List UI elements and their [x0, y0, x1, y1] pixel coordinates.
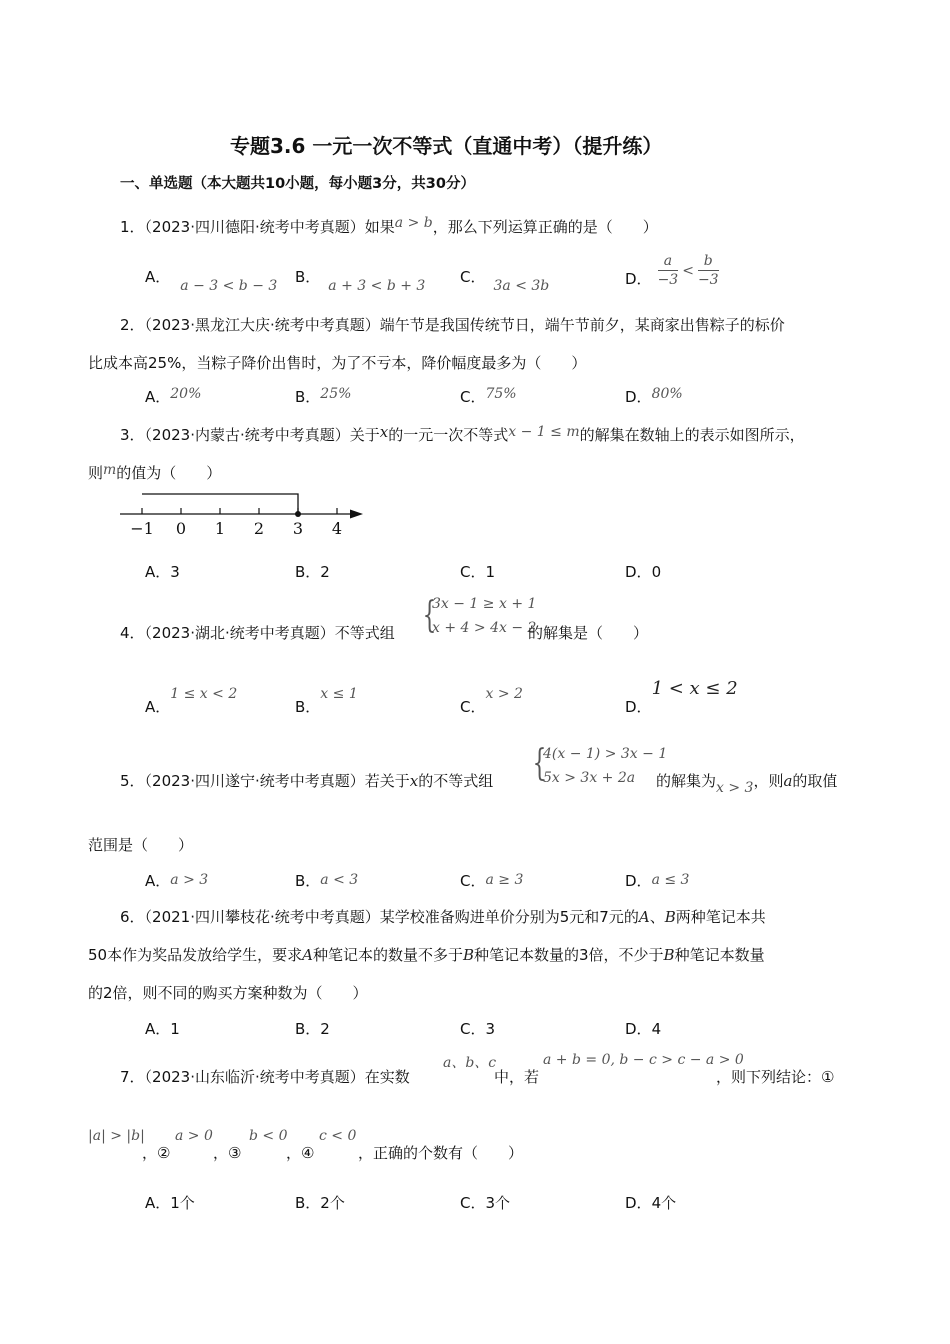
solid-dot: [295, 511, 301, 517]
inequality-system: 3x − 1 ≥ x + 1 x + 4 > 4x − 2: [432, 596, 537, 636]
question-5-stem-a: 5．（2023·四川遂宁·统考中考真题）若关于x的不等式组: [120, 772, 494, 790]
q7-sep-4: ，④: [286, 1144, 315, 1162]
q7-statement-1: |a| > |b|: [88, 1128, 145, 1144]
q1-option-b[interactable]: B． a + 3 < b + 3: [295, 268, 426, 294]
q3-option-a[interactable]: A．3: [145, 563, 180, 581]
tick-label: 0: [175, 519, 187, 538]
q7-stem-end: ，正确的个数有（ ）: [358, 1144, 524, 1162]
q7-option-b[interactable]: B．2个: [295, 1194, 345, 1212]
question-4-stem-a: 4．（2023·湖北·统考中考真题）不等式组: [120, 624, 395, 642]
q3-option-d[interactable]: D．0: [625, 563, 662, 581]
q3-option-c[interactable]: C．1: [460, 563, 496, 581]
brace-icon: {: [422, 595, 437, 636]
tick-label: −1: [130, 519, 154, 538]
q5-option-d[interactable]: D．a ≤ 3: [625, 872, 690, 890]
q7-option-d[interactable]: D．4个: [625, 1194, 677, 1212]
question-7-stem-a: 7．（2023·山东临沂·统考中考真题）在实数: [120, 1068, 410, 1086]
q2-option-c[interactable]: C．75%: [460, 386, 517, 406]
q4-option-d[interactable]: D．1 < x ≤ 2: [625, 678, 738, 716]
q5-option-b[interactable]: B．a < 3: [295, 872, 359, 890]
q1-option-c[interactable]: C． 3a < 3b: [460, 268, 550, 294]
tick-label: 1: [214, 519, 226, 538]
q6-option-d[interactable]: D．4: [625, 1020, 662, 1038]
question-6-line3: 的2倍，则不同的购买方案种数为（ ）: [88, 984, 368, 1002]
q7-statement-4: c < 0: [319, 1128, 357, 1144]
fraction: $\frac{b}{-3}$: [697, 253, 719, 288]
axis-arrow-icon: [350, 510, 363, 519]
q1-option-d[interactable]: D． $\frac{a}{-3}$ < $\frac{b}{-3}$: [625, 253, 719, 288]
q5-option-c[interactable]: C．a ≥ 3: [460, 872, 524, 890]
question-1-stem: 1．（2023·四川德阳·统考中考真题）如果a > b，那么下列运算正确的是（ ）: [120, 215, 658, 236]
question-5-stem-b: 的解集为x > 3，则a的取值: [656, 772, 838, 796]
q7-option-c[interactable]: C．3个: [460, 1194, 511, 1212]
q4-option-c[interactable]: C．x > 2: [460, 686, 523, 716]
q6-option-b[interactable]: B．2: [295, 1020, 330, 1038]
q7-condition: a + b = 0, b − c > c − a > 0: [543, 1052, 744, 1068]
inequality-system: 4(x − 1) > 3x − 1 5x > 3x + 2a: [543, 746, 668, 786]
fraction: $\frac{a}{-3}$: [657, 253, 679, 288]
q6-option-a[interactable]: A．1: [145, 1020, 180, 1038]
question-6-line1: 6．（2021·四川攀枝花·统考中考真题）某学校准备购进单价分别为5元和7元的A、B两种笔记本共: [120, 908, 766, 926]
question-7-stem-c: ，则下列结论：①: [716, 1068, 835, 1086]
q4-option-b[interactable]: B．x ≤ 1: [295, 686, 358, 716]
q7-option-a[interactable]: A．1个: [145, 1194, 195, 1212]
tick-label: 2: [253, 519, 265, 538]
question-3-line1: 3．（2023·内蒙古·统考中考真题）关于x的一元一次不等式x − 1 ≤ m的解集在数轴上的表示如图所示，: [120, 423, 805, 444]
q3-option-b[interactable]: B．2: [295, 563, 330, 581]
q7-variables: a、b、c: [443, 1055, 497, 1071]
question-6-line2: 50本作为奖品发放给学生，要求A种笔记本的数量不多于B种笔记本数量的3倍，不少于B种笔记本数量: [88, 946, 765, 964]
question-4-stem-b: 的解集是（ ）: [528, 624, 649, 642]
tick-label: 3: [292, 519, 304, 538]
q1-option-a[interactable]: A． a − 3 < b − 3: [145, 268, 278, 294]
q2-option-a[interactable]: A．20%: [145, 386, 202, 406]
q7-sep-2: ，②: [142, 1144, 171, 1162]
q2-option-d[interactable]: D．80%: [625, 386, 683, 406]
page-title: 专题3.6 一元一次不等式（直通中考）（提升练）: [230, 134, 663, 158]
brace-icon: {: [532, 743, 547, 784]
q4-option-a[interactable]: A．1 ≤ x < 2: [145, 686, 238, 716]
q6-option-c[interactable]: C．3: [460, 1020, 496, 1038]
question-2-line1: 2．（2023·黑龙江大庆·统考中考真题）端午节是我国传统节日，端午节前夕，某商家出售粽子的标价: [120, 316, 785, 334]
question-2-line2: 比成本高25%，当粽子降价出售时，为了不亏本，降价幅度最多为（ ）: [88, 354, 587, 372]
q7-statement-2: a > 0: [175, 1128, 213, 1144]
question-5-line2: 范围是（ ）: [88, 836, 194, 854]
q5-option-a[interactable]: A．a > 3: [145, 872, 209, 890]
q2-option-b[interactable]: B．25%: [295, 386, 352, 406]
tick-label: 4: [331, 519, 343, 538]
q7-sep-3: ，③: [213, 1144, 242, 1162]
question-7-stem-b: 中，若: [494, 1068, 540, 1086]
q7-statement-3: b < 0: [249, 1128, 288, 1144]
number-line: [115, 488, 375, 538]
question-3-line2: 则m的值为（ ）: [88, 462, 222, 482]
section-heading: 一、单选题（本大题共10小题，每小题3分，共30分）: [120, 176, 475, 192]
